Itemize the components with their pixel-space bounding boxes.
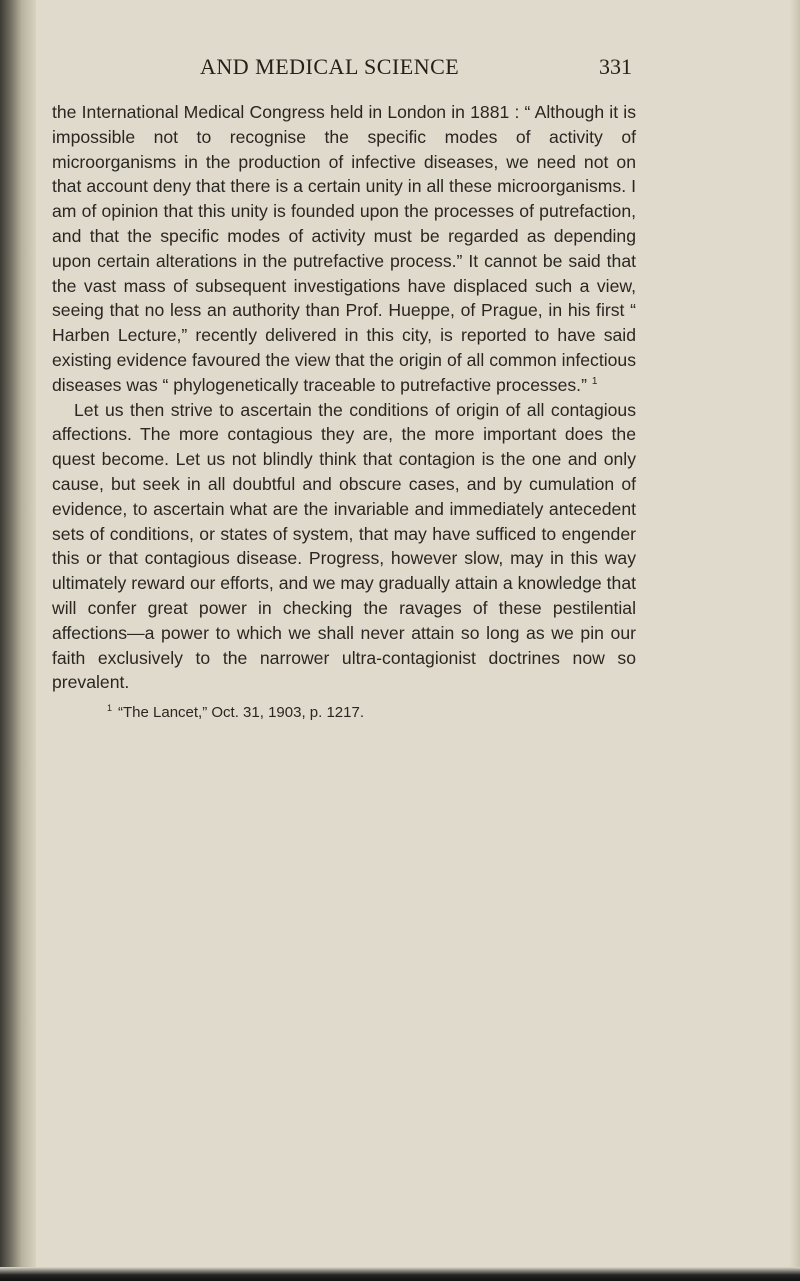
- page-header: [40, 54, 632, 94]
- paragraph-1-text: the International Medical Congress held in London in 1881 : “ Although it is impossible not to recognise the specific modes of activity of microorganisms in the production of infective diseases, we need not on that account deny that there is a certain unity in all these microorganisms. I am of opinion that this unity is founded upon the processes of putrefaction, and that the specific modes of activity must be regarded as depending upon certain alterations in the putrefactive process.” It cannot be said that the vast mass of subsequent investigations have displaced such a view, seeing that no less an authority than Prof. Hueppe, of Prague, in his first “ Harben Lecture,” recently delivered in this city, is reported to have said existing evidence favoured the view that the origin of all common infectious diseases was “ phylogenetically traceable to putrefactive processes.”: [52, 102, 636, 395]
- page-right-edge: [790, 0, 800, 1281]
- footnote-reference: 1: [591, 375, 598, 387]
- footnote-mark: 1: [107, 703, 113, 714]
- footnote: [52, 703, 636, 723]
- footnote-text: “The Lancet,” Oct. 31, 1903, p. 1217.: [118, 704, 364, 722]
- page-number: 331: [599, 54, 632, 79]
- body-text: [52, 100, 636, 723]
- page-bottom-edge: [0, 1267, 800, 1281]
- running-head: AND MEDICAL SCIENCE: [200, 54, 460, 79]
- paragraph-2: Let us then strive to ascertain the conditions of origin of all contagious affections. The more contagious they are, the more important does the quest become. Let us not blindly think that contagion is the one and only cause, but seek in all doubtful and obscure cases, and by cumulation of evidence, to ascertain what are the invariable and immediately antecedent sets of conditions, or states of system, that may have sufficed to engender this or that contagious disease. Progress, however slow, may in this way ultimately reward our efforts, and we may gradually attain a knowledge that will confer great power in checking the ravages of these pestilential affections—a power to which we shall never attain so long as we pin our faith exclusively to the narrower ultra-contagionist doctrines now so prevalent.: [52, 399, 636, 693]
- scanned-spine-margin: [0, 0, 36, 1281]
- paragraph-1: [52, 100, 636, 398]
